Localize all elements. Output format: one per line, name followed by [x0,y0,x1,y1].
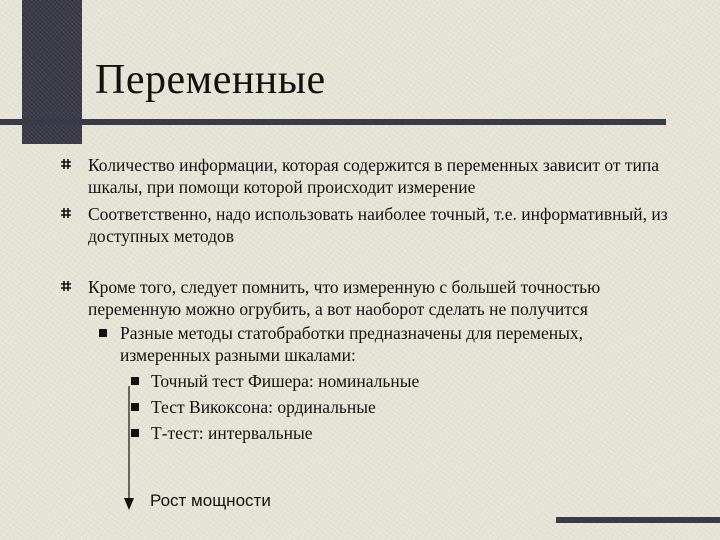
bullet-item [88,203,678,247]
bottom-divider [556,517,720,523]
test-text: Тест Викоксона: ординальные [151,397,376,417]
test-text: Точный тест Фишера: номинальные [151,371,420,391]
square-bullet-icon [131,377,139,385]
test-text: Т-тест: интервальные [151,423,313,443]
sub-bullet-text: Разные методы статобработки предназначены для переменых, измеренных разными шкалами: [120,323,583,365]
bullet-item [88,154,678,198]
bullet-text: Количество информации, которая содержится в переменных зависит от типа шкалы, при помощи которой происходит измерение [88,155,660,197]
test-item [151,370,651,392]
hash-bullet-icon [61,159,71,169]
down-arrow-icon [122,386,136,512]
bullet-item [88,276,678,320]
test-item [151,422,651,444]
sub-bullet-item [120,322,670,366]
square-bullet-icon [99,329,107,337]
hash-bullet-icon [61,281,71,291]
arrow-label: Рост мощности [150,491,271,510]
bullet-text: Соответственно, надо использовать наиболее точный, т.е. информативный, из доступных методов [88,204,668,246]
bullet-text: Кроме того, следует помнить, что измеренную с большей точностью переменную можно огрубить, а вот наоборот сделать не получится [88,277,601,319]
test-item [151,396,651,418]
slide-title: Переменные [95,57,326,103]
title-divider [0,119,666,125]
hash-bullet-icon [61,208,71,218]
